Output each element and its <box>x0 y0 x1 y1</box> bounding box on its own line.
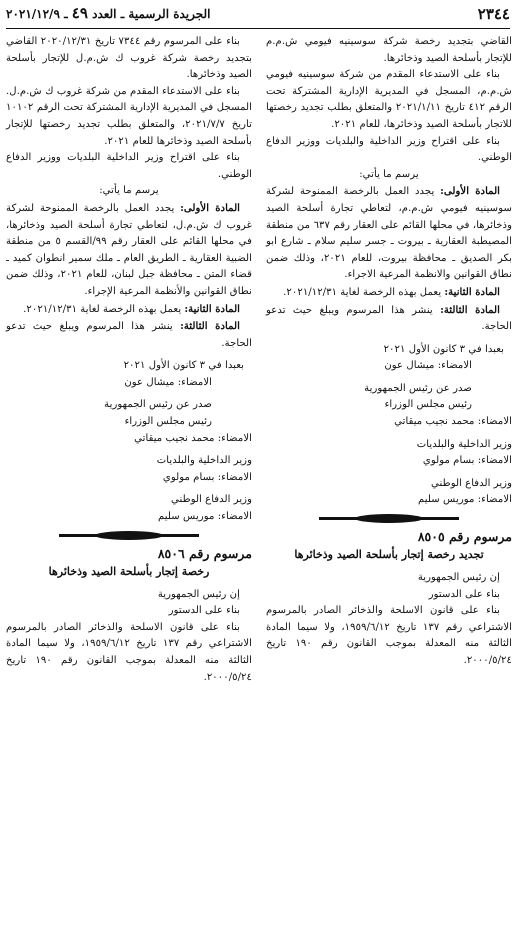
left-column <box>6 34 252 686</box>
minister-title: وزير الدفاع الوطني <box>431 477 512 489</box>
decree-subtitle: تجديد رخصة إتجار بأسلحة الصيد وذخائرها <box>294 548 484 562</box>
paragraph: بناء على الاستدعاء المقدم من شركة سوسينيه فيومي ش.م.م، المسجل في المديرية الإدارية المشتركة تحت الرقم ٤١٢ تاريخ ٢٠٢١/١/١١ والمتعلق بطلب تجديد رخصتها للاتجار بأسلحة الصيد وذخائرها، للعام ٢٠٢١. <box>266 69 512 130</box>
signature: الامضاء: بسام مولوي <box>422 455 512 467</box>
paragraph: بناء على الاستدعاء المقدم من شركة غروب ك ش.م.ل. المسجل في المديرية الإدارية المشتركة تحت الرقم ١٠١٠٢ تاريخ ٢٠٢١/٧/٧، والمتعلق بطلب تجديد رخصتها للإتجار بأسلحة الصيد وذخائرها للعام ٢٠٢١. <box>6 85 252 147</box>
issued-by: صدر عن رئيس الجمهورية <box>364 382 472 394</box>
decrees-heading: يرسم ما يأتي: <box>359 168 419 180</box>
pm-title: رئيس مجلس الوزراء <box>124 416 212 428</box>
paragraph: بناء على قانون الاسلحة والذخائر الصادر بالمرسوم الاشتراعي رقم ١٣٧ تاريخ ١٩٥٩/٦/١٢، ولا سيما المادة الثالثة منه المعدلة بموجب القانون رقم ١٩٠ تاريخ ٢٠٠٠/٥/٢٤. <box>266 605 513 666</box>
right-column <box>266 34 512 670</box>
decree-subtitle: رخصة إتجار بأسلحة الصيد وذخائرها <box>48 564 210 578</box>
article-3 <box>6 318 252 352</box>
article-2 <box>6 301 252 319</box>
article-text: يجدد العمل بالرخصة الممنوحة لشركة غروب ك ش.م.ل، لتعاطي تجارة أسلحة الصيد وذخائرها، في محلها القائم على العقار رقم ٩٩/القسم ٥ من منطقة الضبية العقارية ـ الطريق العام ـ ملك سمير انطوان كميد ـ قضاء المتن ـ محافظة جبل لبنان، للعام ٢٠٢١، وذلك ضمن نطاق القوانين والأنظمة المرعية الإجراء. <box>6 202 252 297</box>
issued-by: صدر عن رئيس الجمهورية <box>104 399 212 411</box>
signature: الامضاء: محمد نجيب ميقاتي <box>394 416 512 428</box>
section-divider <box>319 517 459 520</box>
article-label: المادة الثانية: <box>184 302 240 315</box>
page-number: ٢٣٤٤ <box>477 4 510 23</box>
decree-title: مرسوم رقم ٨٥٠٥ <box>417 529 512 545</box>
issue-date: ـ ٢٠٢١/١٢/٩ <box>6 7 68 22</box>
article-label: المادة الثانية: <box>444 285 500 298</box>
signature: الامضاء: بسام مولوي <box>162 471 252 483</box>
article-2 <box>266 284 512 302</box>
preamble: إن رئيس الجمهورية <box>157 588 240 600</box>
date-line: بعبدا في ٣ كانون الأول ٢٠٢١ <box>383 343 504 355</box>
signature: الامضاء: ميشال عون <box>124 376 212 388</box>
issue-number: ٤٩ <box>71 4 88 23</box>
date-line: بعبدا في ٣ كانون الأول ٢٠٢١ <box>123 360 244 372</box>
decree-title: مرسوم رقم ٨٥٠٦ <box>157 545 252 561</box>
signature: الامضاء: ميشال عون <box>384 360 472 372</box>
header-rule <box>6 28 510 29</box>
paragraph: القاضي بتجديد رخصة شركة سوسينيه فيومي ش.م.م للإتجار بأسلحة الصيد وذخائرها. <box>266 36 512 64</box>
paragraph: بناء على اقتراح وزير الداخلية البلديات ووزير الدفاع الوطني. <box>6 152 252 180</box>
paragraph: بناء على قانون الاسلحة والذخائر الصادر بالمرسوم الاشتراعي رقم ١٣٧ تاريخ ١٩٥٩/٦/١٢، ولا سيما المادة الثالثة منه المعدلة بموجب القانون رقم ١٩٠ تاريخ ٢٠٠٠/٥/٢٤. <box>6 621 253 683</box>
signature: الامضاء: موريس سليم <box>418 494 512 506</box>
pm-title: رئيس مجلس الوزراء <box>384 399 472 411</box>
article-text: يعمل بهذه الرخصة لغاية ٢٠٢١/١٢/٣١. <box>23 303 182 315</box>
minister-title: وزير الدفاع الوطني <box>171 494 252 506</box>
gazette-title <box>6 5 211 23</box>
signature: الامضاء: محمد نجيب ميقاتي <box>134 432 252 444</box>
preamble: بناء على الدستور <box>168 605 240 617</box>
article-text: يجدد العمل بالرخصة الممنوحة لشركة سوسينيه فيومي ش.م.م، لتعاطي تجارة أسلحة الصيد وذخائرها، في محلها القائم على العقار رقم ٦٣٧ من منطقة المصيطبة العقارية ـ بيروت ـ جسر سليم سلام ـ شارع ابو بكر الصديق ـ محافظة بيروت، للعام ٢٠٢١، وذلك ضمن نطاق القوانين والانظمة المرعية الاجراء. <box>266 186 512 281</box>
paragraph: بناء على اقتراح وزير الداخلية والبلديات ووزير الدفاع الوطني. <box>266 135 512 164</box>
preamble: بناء على الدستور <box>428 588 500 600</box>
article-text: يعمل بهذه الرخصة لغاية ٢٠٢١/١٢/٣١. <box>283 286 442 298</box>
article-label: المادة الثالثة: <box>180 320 240 333</box>
signature: الامضاء: موريس سليم <box>158 511 252 523</box>
article-label: المادة الأولى: <box>440 185 501 198</box>
gazette-name: الجريدة الرسمية ـ العدد <box>92 7 211 22</box>
minister-title: وزير الداخلية والبلديات <box>156 455 252 467</box>
article-3 <box>266 302 512 336</box>
preamble: إن رئيس الجمهورية <box>417 572 500 584</box>
minister-title: وزير الداخلية والبلديات <box>416 438 512 450</box>
page-header <box>6 2 510 26</box>
article-label: المادة الثالثة: <box>440 303 500 316</box>
article-label: المادة الأولى: <box>180 201 241 214</box>
decrees-heading: يرسم ما يأتي: <box>99 185 159 197</box>
paragraph: بناء على المرسوم رقم ٧٣٤٤ تاريخ ٢٠٢٠/١٢/٣١ القاضي بتجديد رخصة شركة غروب ك ش.م.ل للإتجار بأسلحة الصيد وذخائرها. <box>6 36 252 81</box>
section-divider <box>59 534 199 537</box>
article-1 <box>6 200 252 301</box>
article-text: ينشر هذا المرسوم ويبلغ حيث تدعو الحاجة. <box>6 321 252 349</box>
article-text: ينشر هذا المرسوم ويبلغ حيث تدعو الحاجة. <box>266 304 512 333</box>
article-1 <box>266 183 512 284</box>
